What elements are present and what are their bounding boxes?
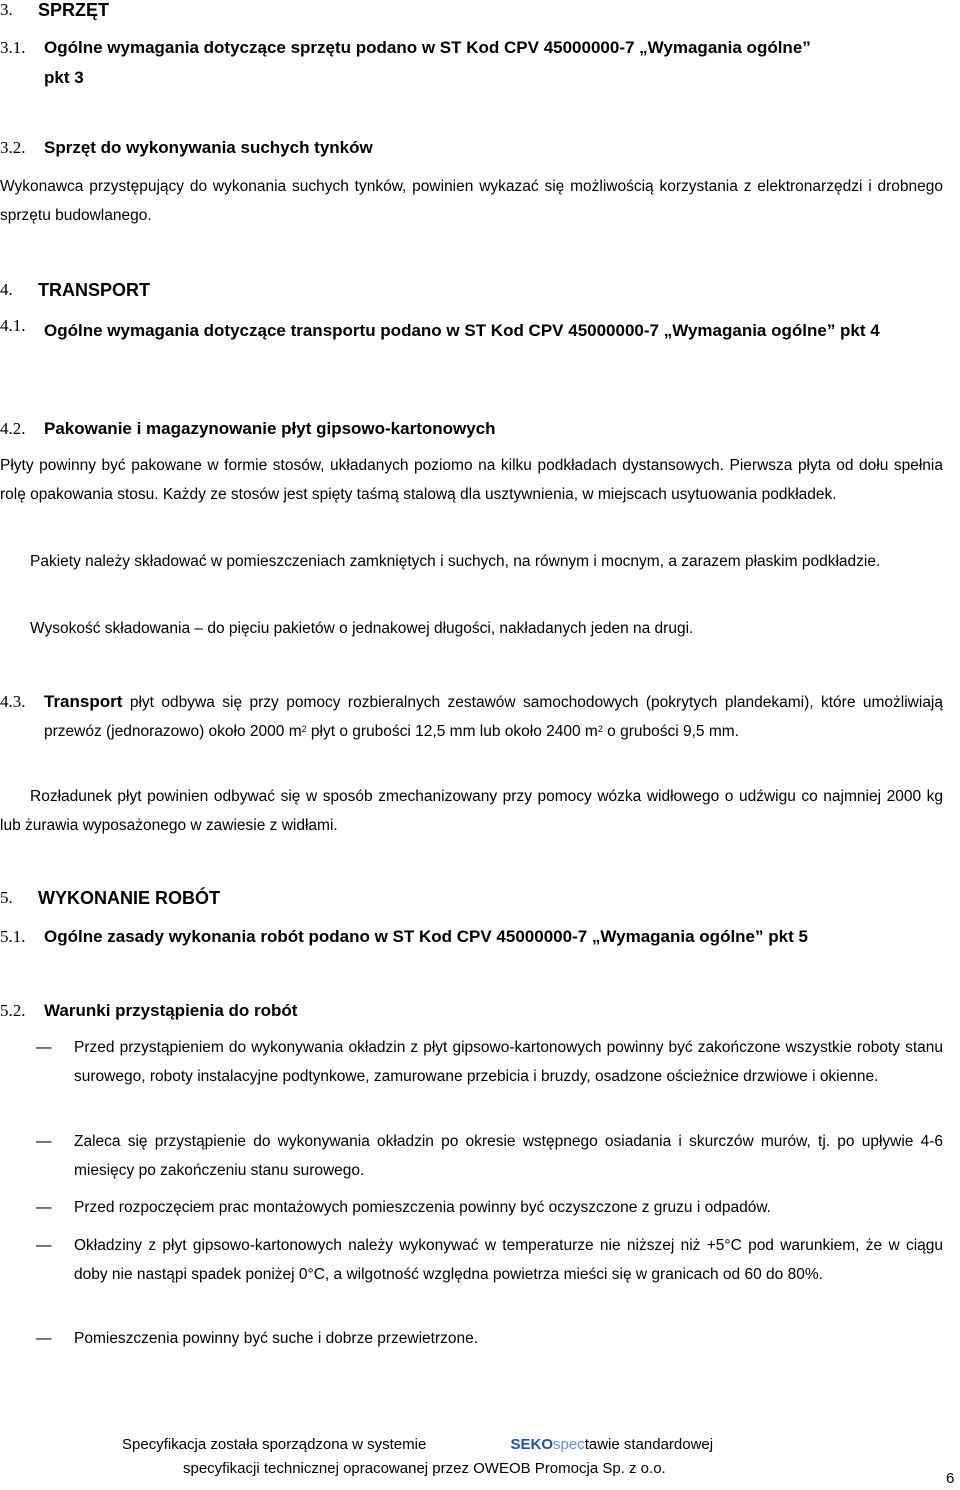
superscript: 2 xyxy=(301,724,307,734)
paragraph-transport xyxy=(44,687,943,746)
paragraph: Wykonawca przystępujący do wykonania suchych tynków, powinien wykazać się możliwością korzystania z elektronarzędzi i drobnego sprzętu budowlanego. xyxy=(0,178,943,224)
text-run: o grubości 9,5 mm. xyxy=(602,723,739,740)
paragraph: Płyty powinny być pakowane w formie stosów, układanych poziomo na kilku podkładach dystansowych. Pierwsza płyta od dołu spełnia rolę opakowania stosu. Każdy ze stosów jest spięty taśmą stalową dla usztywnienia, w miejscach usytuowania podkładek. xyxy=(0,457,943,503)
subsection-heading: Ogólne zasady wykonania robót podano w ST Kod CPV 45000000-7 „Wymagania ogólne” pkt 5 xyxy=(44,927,808,946)
subsection-heading-cont: pkt 3 xyxy=(44,68,84,87)
brand-logo-seko: SEKO xyxy=(510,1436,553,1453)
subsection-heading: Ogólne wymagania dotyczące sprzętu podano w ST Kod CPV 45000000-7 „Wymagania ogólne” xyxy=(44,38,811,57)
text-run: płyt o grubości 12,5 mm lub około 2400 m xyxy=(306,723,598,740)
footer-line-2: specyfikacji technicznej opracowanej przez OWEOB Promocja Sp. z o.o. xyxy=(183,1460,666,1477)
subsection-heading: Pakowanie i magazynowanie płyt gipsowo-kartonowych xyxy=(44,419,496,438)
paragraph: Rozładunek płyt powinien odbywać się w sposób zmechanizowany przy pomocy wózka widłowego o udźwigu co najmniej 2000 kg lub żurawia wyposażonego w zawiesie z widłami. xyxy=(0,788,943,834)
list-item-text: Przed przystąpieniem do wykonywania okładzin z płyt gipsowo-kartonowych powinny być zakończone wszystkie roboty stanu surowego, roboty instalacyjne podtynkowe, zamurowane przebicia i bruzdy, osadzone ościeżnice drzwiowe i okienne. xyxy=(74,1039,943,1085)
subsection-number: 3.1. xyxy=(0,38,26,57)
section-heading: TRANSPORT xyxy=(38,280,150,300)
list-item-text: Zaleca się przystąpienie do wykonywania okładzin po okresie wstępnego osiadania i skurczów murów, tj. po upływie 4-6 miesięcy po zakończeniu stanu surowego. xyxy=(74,1133,943,1179)
list-item xyxy=(36,1231,943,1321)
list-item xyxy=(36,1324,943,1354)
subsection-number: 3.2. xyxy=(0,138,26,157)
subsection-number: 4.3. xyxy=(0,692,26,711)
text-run: płyt odbywa się przy pomocy rozbieralnych zestawów samochodowych (pokrytych plandekami), które umożliwiają przewóz (jednorazowo) około 2000 m xyxy=(44,694,943,740)
subsection-number: 4.1. xyxy=(0,316,26,335)
list-item-text: Pomieszczenia powinny być suche i dobrze przewietrzone. xyxy=(74,1330,479,1347)
section-heading: SPRZĘT xyxy=(38,0,110,20)
list-item xyxy=(36,1127,943,1187)
dash-bullet: — xyxy=(36,1039,52,1056)
subsection-number: 5.2. xyxy=(0,1001,26,1020)
subsection-number: 5.1. xyxy=(0,927,26,946)
subsection-heading: Ogólne wymagania dotyczące transportu podano w ST Kod CPV 45000000-7 „Wymagania ogólne” pkt 4 xyxy=(44,321,880,340)
paragraph: Wysokość składowania – do pięciu pakietów o jednakowej długości, nakładanych jeden na drugi. xyxy=(30,620,694,637)
dash-bullet: — xyxy=(36,1330,52,1347)
subsection-heading: Warunki przystąpienia do robót xyxy=(44,1001,298,1020)
dash-bullet: — xyxy=(36,1199,52,1216)
dash-bullet: — xyxy=(36,1133,52,1150)
list-item xyxy=(36,1193,943,1223)
paragraph: Pakiety należy składować w pomieszczeniach zamkniętych i suchych, na równym i mocnym, a zarazem płaskim podkładzie. xyxy=(30,553,881,570)
list-item xyxy=(36,1033,943,1123)
footer-line-1 xyxy=(122,1436,713,1453)
section-number: 5. xyxy=(0,888,13,907)
footer-text: Specyfikacja została sporządzona w systemie xyxy=(122,1436,427,1453)
inline-bold-term: Transport xyxy=(44,692,123,711)
subsection-number: 4.2. xyxy=(0,419,26,438)
list-item-text: Przed rozpoczęciem prac montażowych pomieszczenia powinny być oczyszczone z gruzu i odpadów. xyxy=(74,1199,771,1216)
dash-bullet: — xyxy=(36,1237,52,1254)
section-number: 4. xyxy=(0,280,13,299)
page-number: 6 xyxy=(946,1470,955,1487)
superscript: 2 xyxy=(597,724,603,734)
subsection-heading: Sprzęt do wykonywania suchych tynków xyxy=(44,138,373,157)
section-number: 3. xyxy=(0,0,13,19)
list-item-text: Okładziny z płyt gipsowo-kartonowych należy wykonywać w temperaturze nie niższej niż +5°C pod warunkiem, że w ciągu doby nie nastąpi spadek poniżej 0°C, a wilgotność względna powietrza mieści się w granicach od 60 do 80%. xyxy=(74,1237,943,1283)
footer-text: tawie standardowej xyxy=(584,1436,714,1453)
brand-logo-spec: spec xyxy=(553,1436,585,1453)
section-heading: WYKONANIE ROBÓT xyxy=(38,888,220,908)
